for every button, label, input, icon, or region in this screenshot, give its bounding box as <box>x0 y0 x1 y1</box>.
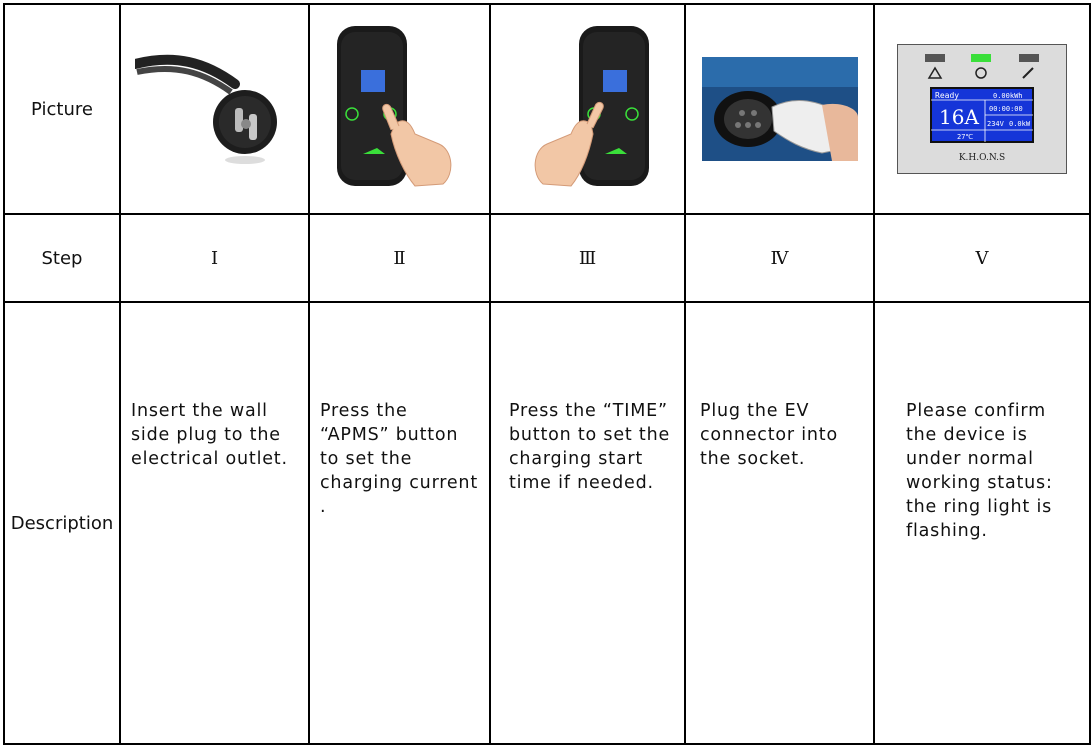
description-5 <box>874 302 1090 744</box>
step-row-label: Step <box>4 214 120 302</box>
picture-row <box>4 4 1090 214</box>
step-1: Ⅰ <box>120 214 309 302</box>
instruction-table <box>3 3 1091 745</box>
description-5-text: Please confirm the device is under normal working status: the ring light is flashing. <box>906 401 1053 541</box>
step-4: Ⅳ <box>685 214 874 302</box>
time-button-picture <box>490 4 685 214</box>
description-1 <box>120 302 309 744</box>
description-2 <box>309 302 490 744</box>
screen-time: 00:00:00 <box>989 105 1023 113</box>
step-row <box>4 214 1090 302</box>
description-row <box>4 302 1090 744</box>
step-2: Ⅱ <box>309 214 490 302</box>
screen-power: 0.0kW <box>1009 120 1031 128</box>
screen-voltage: 234V <box>987 120 1004 128</box>
screen-status: Ready <box>935 91 960 100</box>
charger-press-time-icon <box>523 24 653 194</box>
description-3 <box>490 302 685 744</box>
step-5: Ⅴ <box>874 214 1090 302</box>
screen-temperature: 27℃ <box>957 133 974 141</box>
ev-connector-icon <box>702 57 858 161</box>
screen-energy: 0.00kWh <box>993 92 1023 100</box>
step-3: Ⅲ <box>490 214 685 302</box>
status-panel-picture <box>874 4 1090 214</box>
apms-button-picture <box>309 4 490 214</box>
description-1-text: Insert the wall side plug to the electrical outlet. <box>131 401 288 469</box>
screen-current: 16A <box>939 105 979 129</box>
wall-plug-icon <box>135 44 295 174</box>
description-4-text: Plug the EV connector into the socket. <box>700 401 838 469</box>
charger-status-panel <box>897 44 1067 174</box>
charger-press-apms-icon <box>335 24 465 194</box>
picture-row-label: Picture <box>4 4 120 214</box>
description-2-text: Press the “APMS” button to set the charging current . <box>320 401 478 517</box>
description-3-text: Press the “TIME” button to set the charging start time if needed. <box>509 401 671 493</box>
wall-plug-picture <box>120 4 309 214</box>
brand-label: K.H.O.N.S <box>958 153 1006 163</box>
description-row-label: Description <box>4 302 120 744</box>
description-4 <box>685 302 874 744</box>
ev-connector-picture <box>685 4 874 214</box>
